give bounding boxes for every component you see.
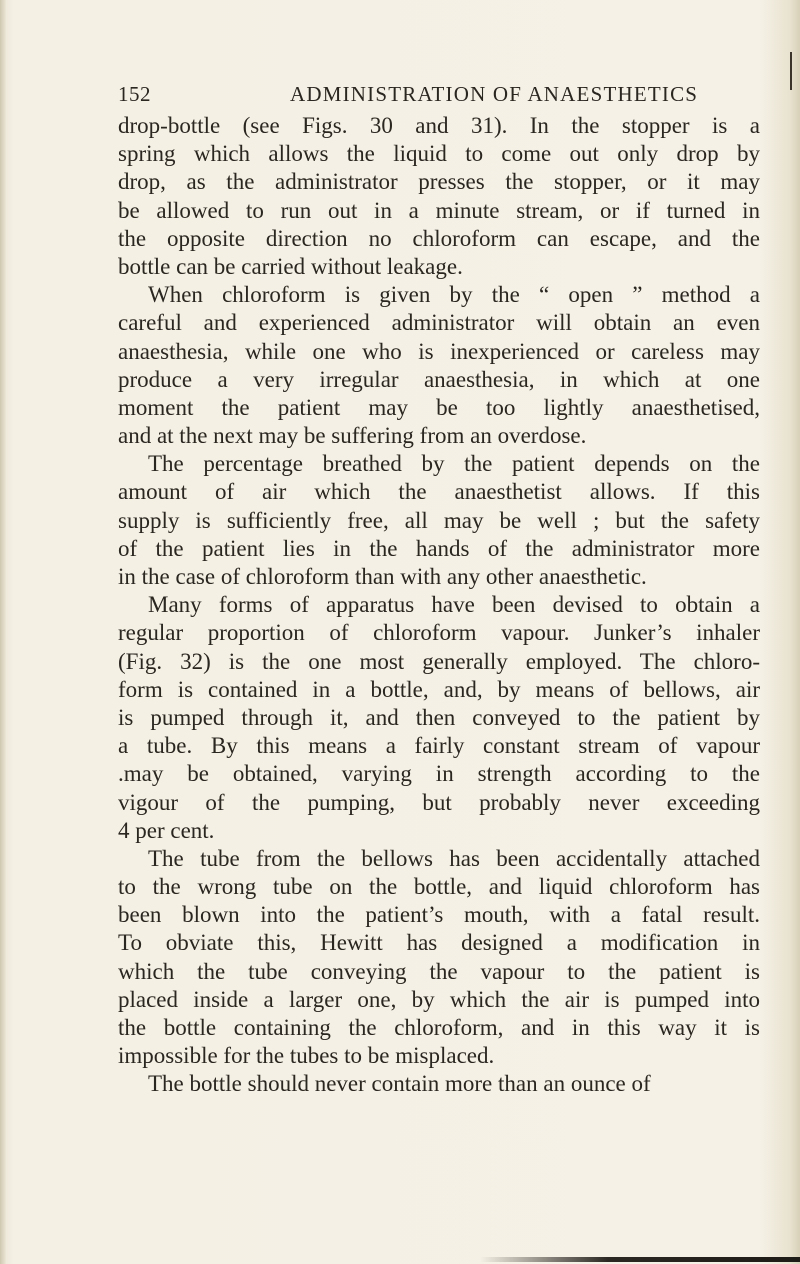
text-line: a tube. By this means a fairly constant stream of vapour: [118, 733, 760, 759]
text-line: supply is sufficiently free, all may be well ; but the safety: [118, 507, 760, 533]
text-line: When chloroform is given by the “ open ” method a: [148, 282, 760, 308]
text-line: drop-bottle (see Figs. 30 and 31). In the stopper is a: [118, 113, 760, 138]
text-line: spring which allows the liquid to come out only drop by: [118, 141, 760, 167]
text-line: (Fig. 32) is the one most generally employed. The chloro-: [118, 648, 760, 674]
text-line: The percentage breathed by the patient depends on the: [148, 451, 760, 477]
text-line: in the case of chloroform than with any other anaesthetic.: [118, 564, 647, 589]
page-header: [118, 82, 758, 112]
text-line: careful and experienced administrator will obtain an even: [118, 310, 760, 336]
body-text: [118, 112, 760, 1099]
text-line: The bottle should never contain more than an ounce of: [148, 1071, 651, 1097]
text-line: form is contained in a bottle, and, by means of bellows, air: [118, 676, 760, 702]
text-line: bottle can be carried without leakage.: [118, 253, 463, 279]
text-line: which the tube conveying the vapour to the patient is: [118, 958, 760, 984]
text-line: To obviate this, Hewitt has designed a modification in: [118, 930, 760, 956]
page-bottom-shadow: [480, 1257, 800, 1262]
text-line: 4 per cent.: [118, 817, 215, 843]
page-gutter: [0, 0, 6, 1264]
text-line: is pumped through it, and then conveyed to the patient by: [118, 704, 760, 730]
text-line: drop, as the administrator presses the stopper, or it may: [118, 169, 760, 195]
text-line: placed inside a larger one, by which the air is pumped into: [118, 986, 760, 1012]
text-line: regular proportion of chloroform vapour. Junker’s inhaler: [118, 620, 760, 646]
text-line: Many forms of apparatus have been devised to obtain a: [148, 592, 760, 618]
text-line: been blown into the patient’s mouth, with a fatal result.: [118, 902, 760, 928]
text-line: The tube from the bellows has been accidentally attached: [148, 845, 760, 871]
text-line: vigour of the pumping, but probably never exceeding: [118, 789, 760, 815]
running-head: ADMINISTRATION OF ANAESTHETICS: [290, 82, 699, 106]
text-line: to the wrong tube on the bottle, and liquid chloroform has: [118, 874, 760, 900]
text-line: be allowed to run out in a minute stream, or if turned in: [118, 197, 760, 223]
edge-mark: [790, 52, 792, 90]
text-line: impossible for the tubes to be misplaced.: [118, 1043, 495, 1069]
text-line: moment the patient may be too lightly anaesthetised,: [118, 394, 760, 420]
text-line: the opposite direction no chloroform can escape, and the: [118, 225, 760, 251]
text-line: anaesthesia, while one who is inexperienced or careless may: [118, 338, 760, 364]
text-line: produce a very irregular anaesthesia, in which at one: [118, 366, 760, 392]
text-line: .may be obtained, varying in strength according to the: [118, 761, 760, 787]
text-line: the bottle containing the chloroform, and in this way it is: [118, 1015, 760, 1040]
text-line: amount of air which the anaesthetist allows. If this: [118, 479, 760, 505]
text-line: and at the next may be suffering from an overdose.: [118, 423, 587, 449]
page-number: 152: [118, 82, 151, 106]
text-line: of the patient lies in the hands of the administrator more: [118, 535, 760, 561]
